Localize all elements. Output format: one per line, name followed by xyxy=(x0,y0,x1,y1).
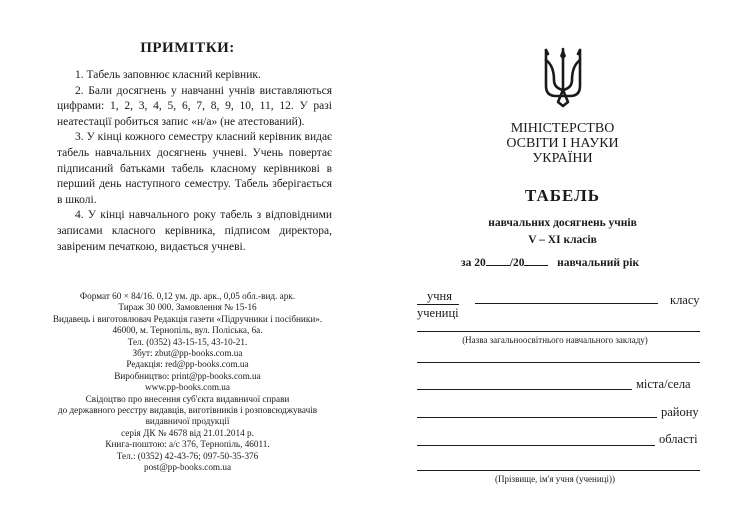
imprint-line: Тел.: (0352) 42-43-76; 097-50-35-376 xyxy=(116,450,259,461)
imprint-line: 46000, м. Тернопіль, вул. Поліська, 6а. xyxy=(112,325,263,336)
notes-title: ПРИМІТКИ: xyxy=(140,40,235,56)
student-name-caption: (Прізвище, ім'я учня (учениці)) xyxy=(495,474,615,484)
school-name-blank-2[interactable] xyxy=(417,362,700,363)
imprint-line: до державного реєстру видавців, виготівників і розповсюджувачів xyxy=(57,405,318,416)
imprint-line: Свідоцтво про внесення суб'єкта видавничої справи xyxy=(85,393,290,404)
imprint-line: Видавець і виготовлювач Редакція газети «Підручники і посібники». xyxy=(52,313,323,324)
document-subtitle xyxy=(375,215,750,249)
notes-list xyxy=(57,68,332,255)
imprint-line: видавничої продукції xyxy=(145,416,230,427)
imprint-line: Книга-поштою: а/с 376, Тернопіль, 46011. xyxy=(105,439,270,450)
ministry-name xyxy=(375,121,750,166)
imprint-line: Тел. (0352) 43-15-15, 43-10-21. xyxy=(127,336,248,347)
imprint-line: post@pp-books.com.ua xyxy=(143,462,232,473)
note-2: 2. Бали досягнень у навчанні учнів виставляються цифрами: 1, 2, 3, 4, 5, 6, 7, 8, 9, 10, 11, 12. У разі неатестації робиться запис «н/а» (не атестований). xyxy=(57,84,332,128)
student-label-male: учня xyxy=(427,289,452,303)
imprint-line: Виробництво: print@pp-books.com.ua xyxy=(114,370,261,381)
trident-icon xyxy=(542,46,584,108)
city-label: міста/села xyxy=(636,377,691,391)
year-end-blank[interactable] xyxy=(524,256,548,266)
student-label xyxy=(417,289,459,321)
imprint-line: Тираж 30 000. Замовлення № 15-16 xyxy=(118,302,257,313)
year-suffix: навчальний рік xyxy=(557,257,640,269)
note-4: 4. У кінці навчального року табель з відповідними записами класного керівника, підписом директора, завіреним печаткою, видається учневі. xyxy=(57,209,332,253)
district-blank[interactable] xyxy=(417,417,657,418)
note-3: 3. У кінці кожного семестру класний керівник видає табель навчальних досягнень учневі. Учень повертає підписаний батьками табель класному керівникові в перший день наступного семестру. Табель зберігається в школі. xyxy=(57,131,332,206)
imprint-line: серія ДК № 4678 від 21.01.2014 р. xyxy=(121,427,254,438)
imprint-line: Редакція: red@pp-books.com.ua xyxy=(126,359,249,370)
year-prefix: за 20 xyxy=(461,257,486,269)
imprint-block xyxy=(40,291,335,474)
ministry-line: МІНІСТЕРСТВО xyxy=(510,121,615,136)
region-label: області xyxy=(659,432,698,446)
region-blank[interactable] xyxy=(417,445,655,446)
year-mid: /20 xyxy=(509,257,525,269)
subtitle-line-2: V – XI класів xyxy=(528,234,597,246)
note-1: 1. Табель заповнює класний керівник. xyxy=(75,69,261,81)
school-caption: (Назва загальноосвітнього навчального закладу) xyxy=(462,335,648,345)
ministry-line: ОСВІТИ І НАУКИ xyxy=(506,136,619,151)
imprint-line: Формат 60 × 84/16. 0,12 ум. др. арк., 0,05 обл.-вид. арк. xyxy=(79,291,296,301)
year-start-blank[interactable] xyxy=(486,256,510,266)
subtitle-line-1: навчальних досягнень учнів xyxy=(488,217,637,229)
student-label-female: учениці xyxy=(417,306,459,320)
imprint-line: Збут: zbut@pp-books.com.ua xyxy=(132,348,243,359)
school-name-blank[interactable] xyxy=(417,331,700,332)
class-blank[interactable] xyxy=(475,303,658,304)
ministry-line: УКРАЇНИ xyxy=(532,151,593,166)
document-title: ТАБЕЛЬ xyxy=(524,186,601,205)
student-name-blank[interactable] xyxy=(417,470,700,471)
school-year-line xyxy=(461,256,639,269)
city-blank[interactable] xyxy=(417,389,632,390)
district-label: району xyxy=(661,405,699,419)
imprint-line: www.pp-books.com.ua xyxy=(145,382,230,393)
right-page xyxy=(375,0,750,529)
class-label: класу xyxy=(670,293,700,307)
